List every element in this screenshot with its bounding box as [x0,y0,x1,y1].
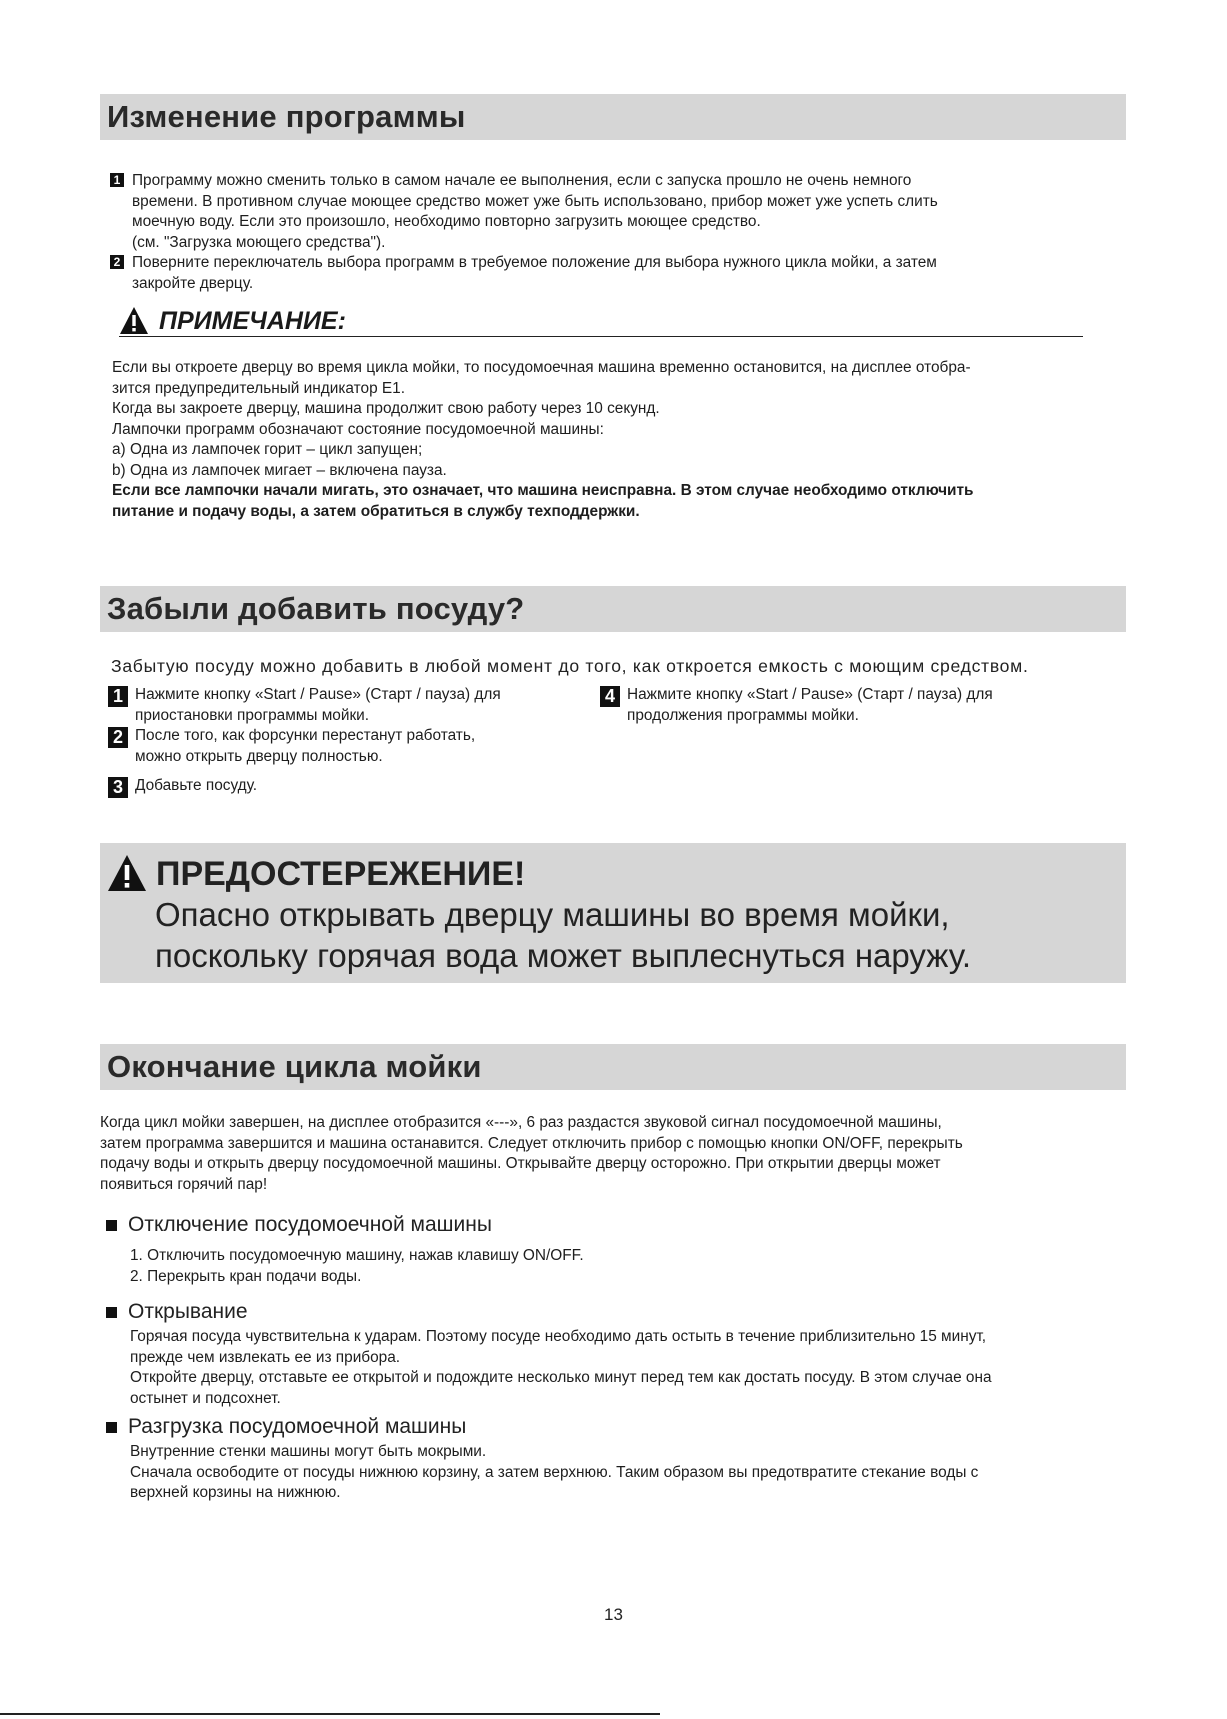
text-line: Горячая посуда чувствительна к ударам. Поэтому посуде необходимо дать остыть в течение приблизительно 15 минут, [130,1328,987,1345]
bullet-square-icon [106,1422,117,1433]
text-line: прежде чем извлекать ее из прибора. [130,1348,401,1366]
text-line: Поверните переключатель выбора программ в требуемое положение для выбора нужного цикла мойки, а затем [132,254,937,271]
text-line: появиться горячий пар! [100,1175,268,1193]
text-line: продолжения программы мойки. [627,706,859,724]
text-line: b) Одна из лампочек мигает – включена пауза. [112,461,447,479]
text-line: можно открыть дверцу полностью. [135,747,383,765]
warning-icon [119,306,149,335]
text-line-bold: Если все лампочки начали мигать, это означает, что машина неисправна. В этом случае необходимо отключить [112,482,974,499]
text-line: Нажмите кнопку «Start / Pause» (Старт / пауза) для [135,686,501,703]
text-line: Добавьте посуду. [135,777,258,794]
text-line: Если вы откроете дверцу во время цикла мойки, то посудомоечная машина временно остановится, на дисплее отобра- [112,359,971,376]
section-title: Изменение программы [107,99,466,134]
section-header-add-dishes [100,586,1126,632]
section-title: Окончание цикла мойки [107,1049,482,1084]
text-line: времени. В противном случае моющее средство может уже быть использовано, прибор может уже успеть слить [132,192,938,210]
step-number: 3 [108,777,128,798]
text-line: (см. "Загрузка моющего средства"). [132,233,386,251]
note-body [112,358,974,522]
subsection-title: Отключение посудомоечной машины [128,1213,492,1236]
footer-rule [0,1713,660,1715]
text-line: Программу можно сменить только в самом начале ее выполнения, если с запуска прошло не очень немного [132,172,912,189]
caution-text-line: Опасно открывать дверцу машины во время мойки, [155,896,950,933]
list-item [108,726,475,767]
text-line: верхней корзины на нижнюю. [130,1484,341,1501]
text-line: приостановки программы мойки. [135,706,370,724]
subsection-heading [106,1300,248,1324]
list-item [110,171,938,253]
section-title: Забыли добавить посуду? [107,591,525,626]
subsection-heading [106,1415,466,1439]
text-line: зится предупредительный индикатор Е1. [112,379,406,397]
text-line: Внутренние стенки машины могут быть мокрыми. [130,1443,487,1460]
section-header-end-of-cycle [100,1044,1126,1090]
text-line: 1. Отключить посудомоечную машину, нажав клавишу ON/OFF. [130,1247,584,1264]
list-item [108,776,257,797]
step-number: 2 [108,727,128,748]
step-number: 2 [110,255,124,269]
text-line: 2. Перекрыть кран подачи воды. [130,1267,362,1285]
warning-icon [107,854,147,892]
caution-title: ПРЕДОСТЕРЕЖЕНИЕ! [156,855,526,893]
caution-text-line: поскольку горячая вода может выплеснуться наружу. [155,937,972,974]
step-number: 4 [600,686,620,707]
subsection-body [130,1442,978,1504]
text-line: моечную воду. Если это произошло, необходимо повторно загрузить моющее средство. [132,213,761,230]
subsection-body [130,1327,992,1409]
text-line: остынет и подсохнет. [130,1389,281,1407]
text-line: закройте дверцу. [132,274,254,292]
text-line: подачу воды и открыть дверцу посудомоечной машины. Открывайте дверцу осторожно. При открытии дверцы может [100,1155,941,1172]
subsection-title: Разгрузка посудомоечной машины [128,1415,467,1438]
bullet-square-icon [106,1220,117,1231]
note-title: ПРИМЕЧАНИЕ: [159,307,346,335]
text-line: Когда цикл мойки завершен, на дисплее отобразится «---», 6 раз раздастся звуковой сигнал посудомоечной машины, [100,1114,942,1131]
section-header-change-program [100,94,1126,140]
section-intro: Забытую посуду можно добавить в любой момент до того, как откроется емкость с моющим средством. [111,656,1029,676]
caution-box [100,843,1126,983]
text-line: Когда вы закроете дверцу, машина продолжит свою работу через 10 секунд. [112,400,660,417]
section-intro [100,1113,963,1195]
list-item [600,685,993,726]
text-line: Нажмите кнопку «Start / Pause» (Старт / пауза) для [627,686,993,703]
subsection-body [130,1246,584,1287]
text-line: Лампочки программ обозначают состояние посудомоечной машины: [112,420,604,438]
step-number: 1 [110,173,124,187]
page-number: 13 [604,1605,623,1624]
list-item [110,253,937,294]
subsection-title: Открывание [128,1300,248,1323]
text-line: Сначала освободите от посуды нижнюю корзину, а затем верхнюю. Таким образом вы предотвратите стекание воды с [130,1463,979,1481]
text-line: а) Одна из лампочек горит – цикл запущен; [112,441,423,458]
text-line: затем программа завершится и машина останавится. Следует отключить прибор с помощью кнопки ON/OFF, перекрыть [100,1134,963,1152]
subsection-heading [106,1213,492,1237]
step-number: 1 [108,686,128,707]
text-line-bold: питание и подачу воды, а затем обратиться в службу техподдержки. [112,502,640,520]
bullet-square-icon [106,1307,117,1318]
list-item [108,685,501,726]
text-line: После того, как форсунки перестанут работать, [135,727,476,744]
text-line: Откройте дверцу, отставьте ее открытой и подождите несколько минут перед тем как достать посуду. В этом случае она [130,1369,992,1386]
note-heading [119,306,1083,337]
